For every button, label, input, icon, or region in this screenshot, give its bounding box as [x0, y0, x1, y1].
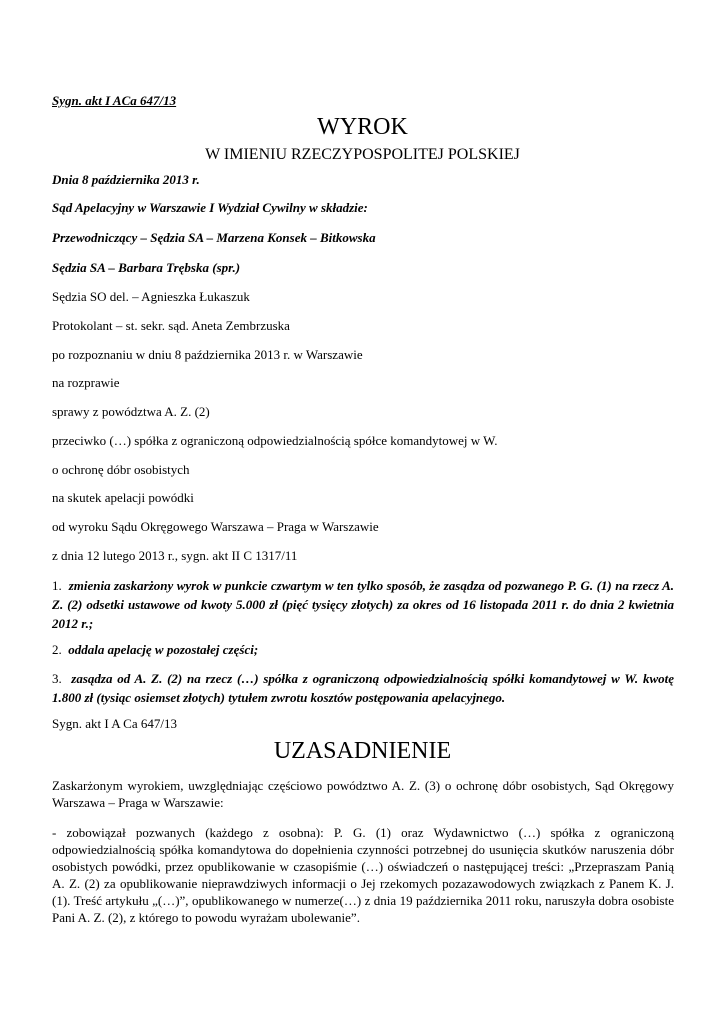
ruling-item: [52, 669, 674, 707]
judge-rapporteur: Sędzia SA – Barbara Trębska (spr.): [52, 260, 241, 275]
ruling-text: zasądza od A. Z. (2) na rzecz (…) spółka z ograniczoną odpowiedzialnością spółki komandytowej w W. kwotę 1.800 zł (tysiąc osiemset złotych) tytułem zwrotu kosztów postępowania apelacyjnego.: [52, 671, 674, 705]
judge-line: Sędzia SO del. – Agnieszka Łukaszuk: [52, 289, 250, 304]
appeal-line: na skutek apelacji powódki: [52, 490, 194, 505]
ruling-number: 3.: [52, 671, 62, 686]
case-reference-top: Sygn. akt I ACa 647/13: [52, 93, 177, 108]
court-composition: Sąd Apelacyjny w Warszawie I Wydział Cywilny w składzie:: [52, 200, 368, 215]
hearing-type-line: na rozprawie: [52, 375, 120, 390]
lower-court-date-line: z dnia 12 lutego 2013 r., sygn. akt II C 1317/11: [52, 548, 298, 563]
plaintiff-line: sprawy z powództwa A. Z. (2): [52, 404, 210, 419]
case-reference-bottom: Sygn. akt I A Ca 647/13: [52, 716, 177, 731]
ruling-item: [52, 640, 674, 659]
clerk-line: Protokolant – st. sekr. sąd. Aneta Zembrzuska: [52, 318, 290, 333]
justification-paragraph: Zaskarżonym wyrokiem, uwzględniając częściowo powództwo A. Z. (3) o ochronę dóbr osobistych, Sąd Okręgowy Warszawa – Praga w Warszawie:: [52, 778, 674, 810]
document-subtitle: W IMIENIU RZECZYPOSPOLITEJ POLSKIEJ: [205, 146, 520, 163]
judgment-date: Dnia 8 października 2013 r.: [52, 172, 200, 187]
ruling-item: [52, 576, 674, 633]
presiding-judge: Przewodniczący – Sędzia SA – Marzena Konsek – Bitkowska: [52, 230, 376, 245]
ruling-number: 1.: [52, 578, 62, 593]
subject-line: o ochronę dóbr osobistych: [52, 462, 190, 477]
justification-title: UZASADNIENIE: [273, 738, 452, 764]
ruling-text: oddala apelację w pozostałej części;: [68, 642, 259, 657]
ruling-number: 2.: [52, 642, 62, 657]
lower-court-line: od wyroku Sądu Okręgowego Warszawa – Praga w Warszawie: [52, 519, 379, 534]
document-title: WYROK: [317, 114, 408, 140]
justification-paragraph: - zobowiązał pozwanych (każdego z osobna): P. G. (1) oraz Wydawnictwo (…) spółka z ograniczoną odpowiedzialnością spółka komandytowa do dopełnienia czynności potrzebnej do usunięcia skutków naruszenia dóbr osobistych powódki, przez opublikowanie w czasopiśmie (…) oświadczeń o następującej treści: „Przepraszam Panią A. Z. (2) za opublikowanie nieprawdziwych informacji o Jej rzekomych pozazawodowych związkach z Panem K. J. (1). Treść artykułu „(…)”, opublikowanego w numerze(…) z dnia 19 października 2011 roku, naruszyła dobra osobiste Pani A. Z. (2), z którego to powodu wyrażam ubolewanie”.: [52, 825, 674, 925]
defendant-line: przeciwko (…) spółka z ograniczoną odpowiedzialnością spółce komandytowej w W.: [52, 433, 498, 448]
ruling-text: zmienia zaskarżony wyrok w punkcie czwartym w ten tylko sposób, że zasądza od pozwanego P. G. (1) na rzecz A. Z. (2) odsetki ustawowe od kwoty 5.000 zł (pięć tysięcy złotych) za okres od 16 listopada 2011 r. do dnia 2 kwietnia 2012 r.;: [52, 578, 675, 631]
hearing-date-line: po rozpoznaniu w dniu 8 października 2013 r. w Warszawie: [52, 347, 363, 362]
